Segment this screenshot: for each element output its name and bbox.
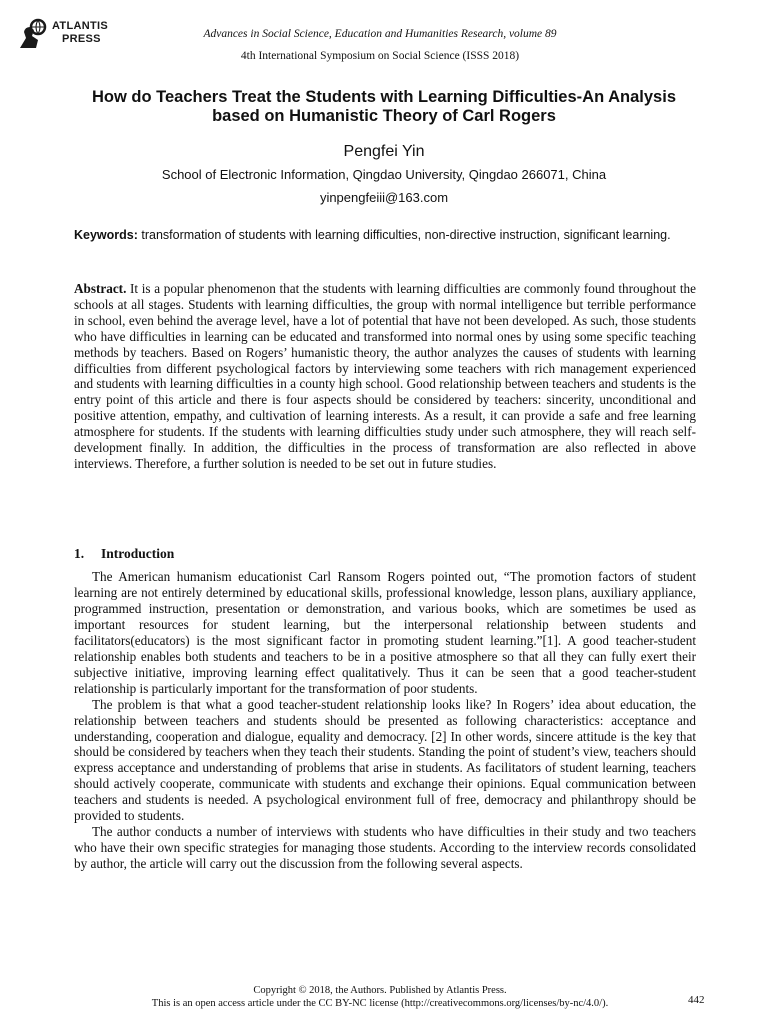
venue-line: Advances in Social Science, Education and Humanities Research, volume 89 (203, 28, 557, 40)
abstract-text: It is a popular phenomenon that the students with learning difficulties are commonly found throughout the schools at all stages. Students with learning difficulties, the group with normal intelligence but terrible performance in school, even behind the average level, have a lot of potential that have not been developed. As such, those students who have difficulties in learning can be educated and transformed into normal ones by using some specific teaching methods by teachers. Based on Rogers’ humanistic theory, the author analyzes the causes of students with learning difficulties from different psychological factors by interviewing some teachers with rich management experienced and students with learning difficulties in a county high school. Good relationship between teachers and students is the entry point of this article and there is four aspects should be considered by teachers: sincerity, unconditional and positive attention, empathy, and cultivation of learning interests. As a result, it can provide a safe and free learning atmosphere for students. If the students with learning difficulties study under such atmosphere, they will reach self-development finally. In addition, the difficulties in the process of transformation are also reflected in above interviews. Therefore, a further solution is needed to be set out in future studies. (74, 281, 696, 471)
keywords-text: transformation of students with learning difficulties, non-directive instruction, significant learning. (137, 228, 671, 242)
author-affiliation: School of Electronic Information, Qingdao University, Qingdao 266071, China (161, 167, 607, 182)
introduction-body (74, 569, 696, 872)
section-number: 1. (74, 546, 85, 561)
logo-wordmark: ATLANTIS PRESS (52, 20, 108, 45)
copyright-line: Copyright © 2018, the Authors. Published by Atlantis Press. (253, 985, 507, 996)
license-line: This is an open access article under the CC BY-NC license (http://creativecommons.org/licenses/by-nc/4.0/). (151, 998, 609, 1009)
page-number: 442 (688, 994, 705, 1006)
abstract-label: Abstract. (74, 281, 127, 296)
keywords-label: Keywords: (74, 228, 138, 242)
paragraph: The American humanism educationist Carl Ransom Rogers pointed out, “The promotion factors of student learning are not entirely determined by educational skills, professional knowledge, lesson plans, auxiliary appliance, programmed instruction, presentation or demonstration, and various books, which are sometimes be used as important resources for student learning, but the interpersonal relationship between students and facilitators(educators) is the most significant factor in promoting student learning.”[1]. A good teacher-student relationship enables both students and teachers to be in a positive atmosphere so that all they can fully exert their subjective initiative, improving learning effect qualitatively. Thus it can be seen that a good teacher-student relationship is particularly important for the transformation of poor students. (74, 569, 696, 696)
symposium-line: 4th International Symposium on Social Science (ISSS 2018) (240, 50, 520, 62)
section-title: Introduction (101, 546, 175, 561)
keywords (74, 228, 696, 243)
author-email: yinpengfeiii@163.com (319, 190, 449, 205)
section-heading (74, 546, 174, 562)
footer (100, 984, 660, 1010)
paragraph: The problem is that what a good teacher-student relationship looks like? In Rogers’ idea about education, the relationship between teachers and students should be presented as following characteristics: acceptance and understanding, cooperation and dialogue, equality and democracy. [2] In other words, sincere attitude is the key that should be considered by teachers when they teach their students. Standing the point of student’s view, teachers should express acceptance and understanding of problems that arise in students. As facilitators of student learning, teachers should actively cooperate, communicate with students and exchange their opinions. Equal communication between teachers and students is needed. A psychological environment full of free, democracy and philanthropy should be provided to students. (74, 696, 696, 824)
paragraph: The author conducts a number of interviews with students who have difficulties in their study and two teachers who have their own specific strategies for managing those students. According to the interview records consolidated by author, the article will carry out the discussion from the following several aspects. (74, 824, 696, 872)
abstract (74, 281, 696, 472)
author-name: Pengfei Yin (343, 143, 425, 160)
atlas-figure-icon (16, 18, 50, 52)
paper-title: How do Teachers Treat the Students with Learning Difficulties-An Analysis based on Humanistic Theory of Carl Rogers (91, 88, 676, 125)
publisher-logo (16, 18, 126, 54)
